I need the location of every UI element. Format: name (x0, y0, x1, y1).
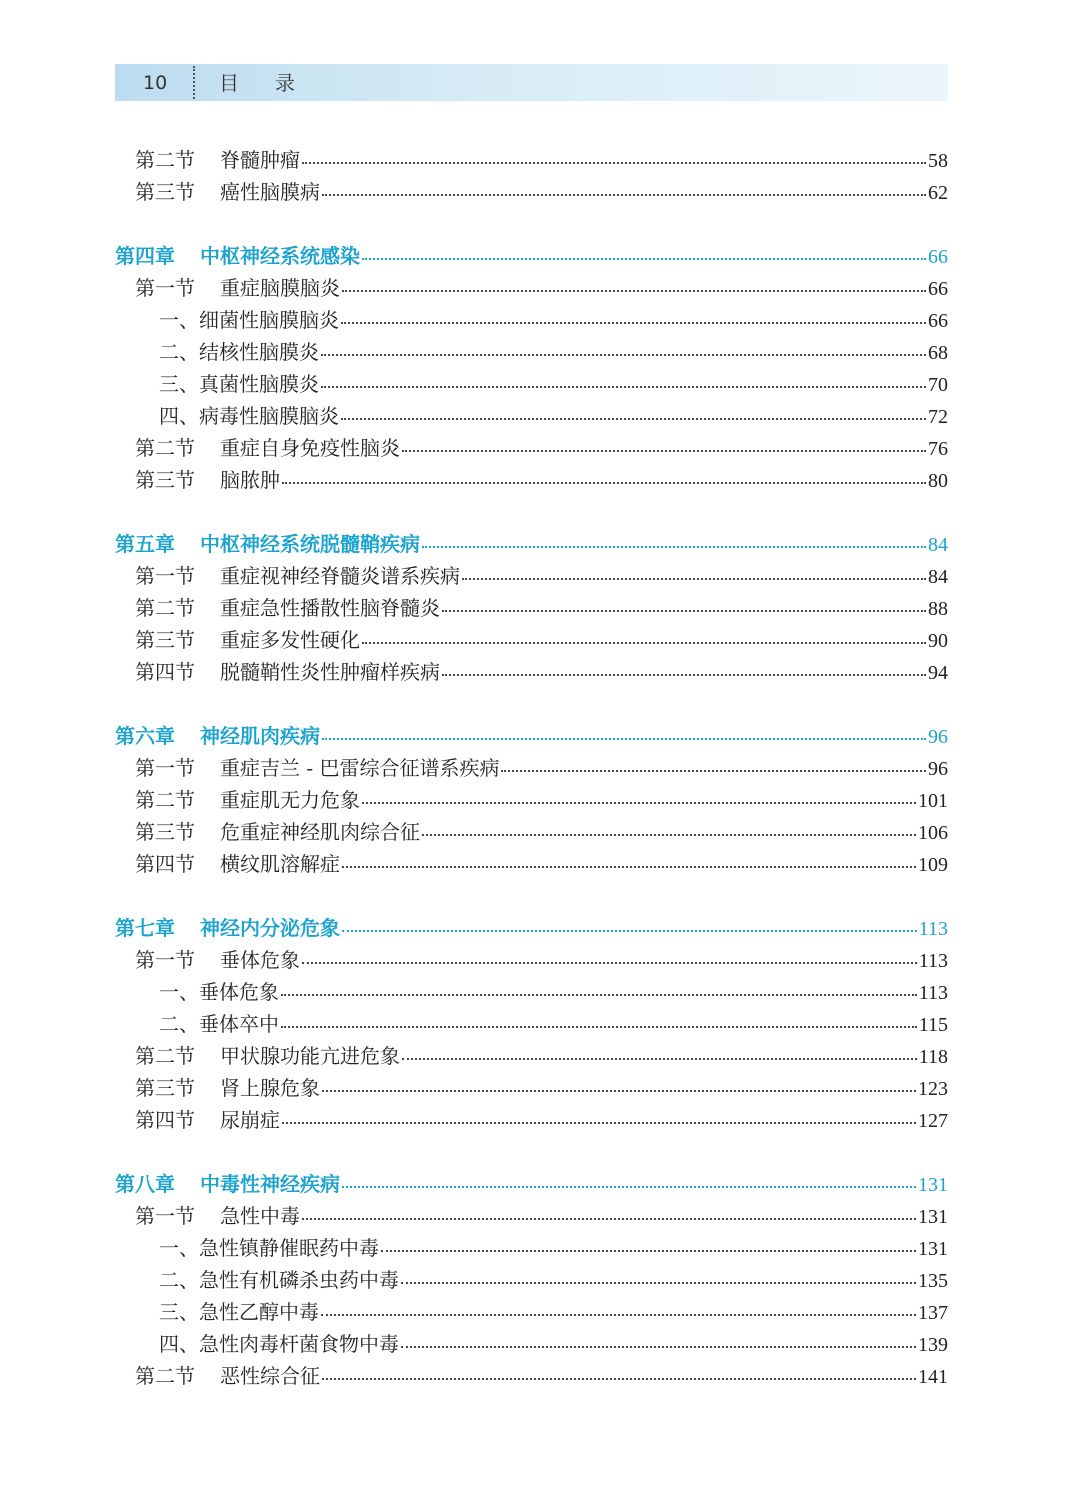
toc-section-entry (115, 656, 948, 688)
toc-entry-page: 66 (928, 246, 948, 268)
toc-leader-dots (442, 610, 926, 612)
toc-leader-dots (342, 930, 917, 932)
toc-leader-dots (322, 194, 926, 196)
toc-leader-dots (342, 290, 926, 292)
toc-section-entry (115, 176, 948, 208)
toc-entry-title: 四、病毒性脑膜脑炎 (159, 404, 339, 428)
toc-entry-page: 80 (928, 470, 948, 492)
toc-leader-dots (321, 386, 926, 388)
toc-entry-number: 第一节 (135, 1204, 195, 1228)
toc-entry-page: 141 (918, 1366, 948, 1388)
toc-entry-title: 重症多发性硬化 (220, 628, 360, 652)
toc-section-entry (115, 752, 948, 784)
page-number: 10 (143, 72, 168, 94)
toc-section-entry (115, 784, 948, 816)
toc-subsection-entry (115, 368, 948, 400)
toc-entry-page: 66 (928, 310, 948, 332)
toc-entry-page: 66 (928, 278, 948, 300)
toc-subsection-entry (115, 1008, 948, 1040)
toc-leader-dots (402, 450, 926, 452)
toc-entry-title: 脑脓肿 (220, 468, 280, 492)
toc-entry-page: 131 (918, 1238, 948, 1260)
toc-entry-page: 135 (918, 1270, 948, 1292)
toc-entry-title: 中枢神经系统脱髓鞘疾病 (200, 532, 420, 556)
toc-subsection-entry (115, 400, 948, 432)
toc-entry-number: 第六章 (115, 724, 175, 748)
toc-section-entry (115, 848, 948, 880)
toc-entry-page: 113 (918, 918, 948, 940)
toc-entry-page: 123 (918, 1078, 948, 1100)
toc-entry-title: 尿崩症 (220, 1108, 280, 1132)
toc-leader-dots (401, 1282, 916, 1284)
toc-entry-page: 90 (928, 630, 948, 652)
toc-entry-title: 重症脑膜脑炎 (220, 276, 340, 300)
toc-chapter-entry (115, 1168, 948, 1200)
toc-entry-number: 第二节 (135, 148, 195, 172)
toc-entry-page: 94 (928, 662, 948, 684)
toc-subsection-entry (115, 304, 948, 336)
toc-entry-title: 一、垂体危象 (159, 980, 279, 1004)
toc-entry-page: 115 (918, 1014, 948, 1036)
toc-entry-number: 第二节 (135, 1364, 195, 1388)
toc-leader-dots (282, 1122, 916, 1124)
toc-entry-number: 第二节 (135, 788, 195, 812)
toc-section-entry (115, 272, 948, 304)
toc-entry-title: 三、急性乙醇中毒 (159, 1300, 319, 1324)
toc-entry-page: 84 (928, 534, 948, 556)
toc-chapter-entry (115, 720, 948, 752)
toc-entry-number: 第三节 (135, 820, 195, 844)
toc-entry-title: 恶性综合征 (220, 1364, 320, 1388)
toc-section-entry (115, 464, 948, 496)
toc-section-entry (115, 592, 948, 624)
toc-entry-page: 62 (928, 182, 948, 204)
toc-leader-dots (282, 482, 926, 484)
toc-entry-title: 三、真菌性脑膜炎 (159, 372, 319, 396)
toc-chapter-entry (115, 528, 948, 560)
toc-entry-page: 96 (928, 726, 948, 748)
toc-section-entry (115, 944, 948, 976)
toc-entry-title: 一、急性镇静催眠药中毒 (159, 1236, 379, 1260)
toc-leader-dots (501, 770, 926, 772)
toc-subsection-entry (115, 336, 948, 368)
toc-entry-title: 急性中毒 (220, 1204, 300, 1228)
toc-entry-title: 中毒性神经疾病 (200, 1172, 340, 1196)
toc-entry-number: 第三节 (135, 468, 195, 492)
toc-entry-number: 第七章 (115, 916, 175, 940)
toc-entry-page: 127 (918, 1110, 948, 1132)
toc-entry-title: 危重症神经肌肉综合征 (220, 820, 420, 844)
toc-leader-dots (422, 834, 916, 836)
toc-entry-page: 101 (918, 790, 948, 812)
toc-entry-number: 第三节 (135, 1076, 195, 1100)
toc-entry-title: 神经内分泌危象 (200, 916, 340, 940)
toc-leader-dots (362, 642, 926, 644)
toc-entry-page: 106 (918, 822, 948, 844)
toc-leader-dots (281, 1026, 917, 1028)
toc-entry-number: 第一节 (135, 948, 195, 972)
toc-section-entry (115, 1104, 948, 1136)
toc-entry-title: 横纹肌溶解症 (220, 852, 340, 876)
toc-subsection-entry (115, 1296, 948, 1328)
toc-entry-page: 113 (918, 950, 948, 972)
toc-entry-number: 第四节 (135, 1108, 195, 1132)
toc-entry-page: 113 (918, 982, 948, 1004)
toc-section-entry (115, 1040, 948, 1072)
toc-entry-title: 重症自身免疫性脑炎 (220, 436, 400, 460)
toc-subsection-entry (115, 1328, 948, 1360)
toc-section-entry (115, 816, 948, 848)
toc-entry-page: 131 (918, 1206, 948, 1228)
toc-leader-dots (321, 354, 926, 356)
toc-entry-title: 二、垂体卒中 (159, 1012, 279, 1036)
table-of-contents (115, 144, 948, 1392)
toc-entry-number: 第四节 (135, 852, 195, 876)
toc-leader-dots (302, 1218, 916, 1220)
toc-entry-page: 88 (928, 598, 948, 620)
toc-chapter-entry (115, 240, 948, 272)
toc-section-entry (115, 1200, 948, 1232)
toc-section-entry (115, 144, 948, 176)
toc-leader-dots (341, 418, 926, 420)
toc-entry-title: 重症视神经脊髓炎谱系疾病 (220, 564, 460, 588)
toc-entry-number: 第二节 (135, 436, 195, 460)
toc-entry-number: 第三节 (135, 628, 195, 652)
toc-entry-number: 第一节 (135, 756, 195, 780)
toc-entry-page: 139 (918, 1334, 948, 1356)
toc-section-entry (115, 560, 948, 592)
toc-entry-number: 第一节 (135, 564, 195, 588)
toc-leader-dots (362, 258, 926, 260)
toc-section-entry (115, 1360, 948, 1392)
toc-entry-page: 96 (928, 758, 948, 780)
toc-section-entry (115, 624, 948, 656)
toc-entry-page: 68 (928, 342, 948, 364)
toc-entry-number: 第四章 (115, 244, 175, 268)
toc-entry-title: 二、急性有机磷杀虫药中毒 (159, 1268, 399, 1292)
toc-entry-title: 神经肌肉疾病 (200, 724, 320, 748)
toc-entry-title: 脊髓肿瘤 (220, 148, 300, 172)
toc-leader-dots (422, 546, 926, 548)
toc-entry-number: 第八章 (115, 1172, 175, 1196)
toc-entry-number: 第二节 (135, 1044, 195, 1068)
toc-leader-dots (321, 1314, 916, 1316)
toc-leader-dots (342, 1186, 916, 1188)
toc-entry-page: 84 (928, 566, 948, 588)
toc-entry-number: 第二节 (135, 596, 195, 620)
toc-section-entry (115, 1072, 948, 1104)
toc-subsection-entry (115, 1232, 948, 1264)
toc-entry-title: 重症急性播散性脑脊髓炎 (220, 596, 440, 620)
toc-entry-page: 70 (928, 374, 948, 396)
toc-leader-dots (462, 578, 926, 580)
toc-entry-page: 137 (918, 1302, 948, 1324)
toc-entry-number: 第五章 (115, 532, 175, 556)
toc-leader-dots (322, 738, 926, 740)
toc-entry-title: 中枢神经系统感染 (200, 244, 360, 268)
toc-entry-number: 第四节 (135, 660, 195, 684)
page-title: 目录 (219, 71, 331, 95)
toc-leader-dots (442, 674, 926, 676)
toc-entry-page: 72 (928, 406, 948, 428)
toc-entry-title: 脱髓鞘性炎性肿瘤样疾病 (220, 660, 440, 684)
toc-leader-dots (322, 1090, 916, 1092)
toc-leader-dots (322, 1378, 916, 1380)
toc-entry-title: 垂体危象 (220, 948, 300, 972)
toc-chapter-entry (115, 912, 948, 944)
toc-entry-page: 118 (918, 1046, 948, 1068)
toc-leader-dots (401, 1346, 916, 1348)
toc-entry-page: 131 (918, 1174, 948, 1196)
toc-leader-dots (341, 322, 926, 324)
toc-entry-title: 甲状腺功能亢进危象 (220, 1044, 400, 1068)
toc-entry-title: 二、结核性脑膜炎 (159, 340, 319, 364)
toc-entry-page: 76 (928, 438, 948, 460)
toc-entry-title: 四、急性肉毒杆菌食物中毒 (159, 1332, 399, 1356)
toc-entry-title: 重症吉兰 - 巴雷综合征谱系疾病 (220, 756, 500, 780)
toc-leader-dots (302, 162, 926, 164)
toc-entry-title: 癌性脑膜病 (220, 180, 320, 204)
toc-entry-title: 重症肌无力危象 (220, 788, 360, 812)
toc-subsection-entry (115, 1264, 948, 1296)
toc-leader-dots (362, 802, 916, 804)
toc-leader-dots (342, 866, 916, 868)
toc-leader-dots (402, 1058, 917, 1060)
toc-subsection-entry (115, 976, 948, 1008)
toc-entry-title: 肾上腺危象 (220, 1076, 320, 1100)
toc-leader-dots (302, 962, 917, 964)
toc-entry-page: 58 (928, 150, 948, 172)
toc-section-entry (115, 432, 948, 464)
toc-entry-page: 109 (918, 854, 948, 876)
toc-entry-number: 第一节 (135, 276, 195, 300)
toc-entry-title: 一、细菌性脑膜脑炎 (159, 308, 339, 332)
header-separator (193, 66, 195, 99)
toc-leader-dots (381, 1250, 916, 1252)
toc-leader-dots (281, 994, 917, 996)
toc-entry-number: 第三节 (135, 180, 195, 204)
